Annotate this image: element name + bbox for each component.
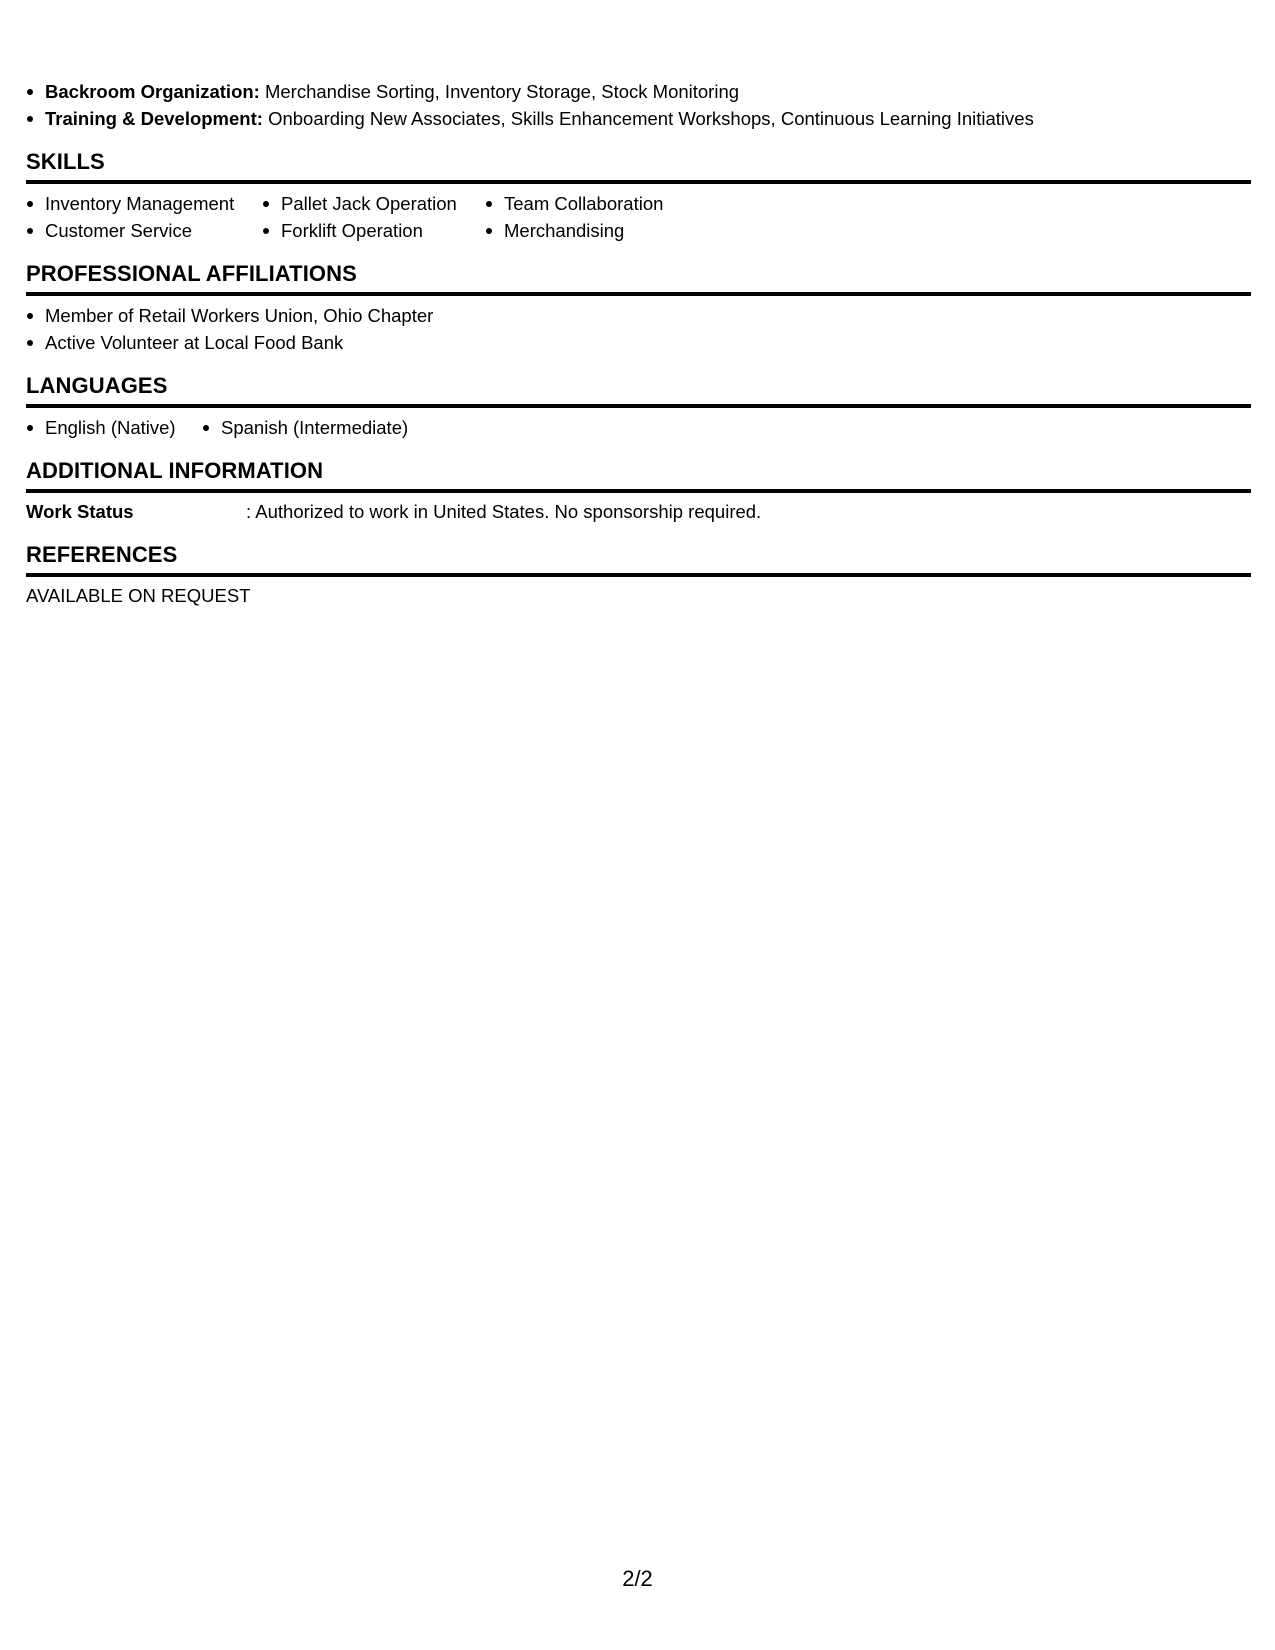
work-status-label: Work Status — [26, 501, 134, 522]
languages-columns — [26, 414, 1251, 441]
list-item: Spanish (Intermediate) — [202, 414, 462, 441]
list-item: Active Volunteer at Local Food Bank — [26, 329, 1251, 356]
section-title: REFERENCES — [26, 542, 1251, 577]
references-section — [26, 542, 1251, 609]
languages-column — [26, 414, 202, 441]
references-text: AVAILABLE ON REQUEST — [26, 585, 251, 606]
work-status-row — [26, 499, 1251, 525]
list-item — [26, 78, 1251, 105]
skills-section — [26, 149, 1251, 244]
list-item: Team Collaboration — [485, 190, 735, 217]
work-status-value: : Authorized to work in United States. No sponsorship required. — [246, 501, 762, 522]
section-title: LANGUAGES — [26, 373, 1251, 408]
item-label: Training & Development: — [45, 108, 263, 129]
list-item: Merchandising — [485, 217, 735, 244]
affiliations-section — [26, 261, 1251, 356]
item-text: Merchandise Sorting, Inventory Storage, Stock Monitoring — [264, 81, 740, 102]
page-number: 2/2 — [622, 1566, 653, 1591]
experience-details-list — [26, 78, 1251, 132]
affiliations-list — [26, 302, 1251, 356]
languages-column — [202, 414, 462, 441]
item-label: Backroom Organization: — [45, 81, 260, 102]
list-item: Member of Retail Workers Union, Ohio Chapter — [26, 302, 1251, 329]
languages-section — [26, 373, 1251, 441]
section-title: ADDITIONAL INFORMATION — [26, 458, 1251, 493]
additional-info-section — [26, 458, 1251, 525]
skills-column — [26, 190, 262, 244]
skills-column — [485, 190, 735, 244]
list-item: Forklift Operation — [262, 217, 485, 244]
list-item: Pallet Jack Operation — [262, 190, 485, 217]
list-item: English (Native) — [26, 414, 202, 441]
section-title: SKILLS — [26, 149, 1251, 184]
skills-columns — [26, 190, 1251, 244]
list-item — [26, 105, 1251, 132]
list-item: Inventory Management — [26, 190, 262, 217]
item-text: Onboarding New Associates, Skills Enhancement Workshops, Continuous Learning Initiatives — [268, 108, 1034, 129]
section-title: PROFESSIONAL AFFILIATIONS — [26, 261, 1251, 296]
skills-column — [262, 190, 485, 244]
list-item: Customer Service — [26, 217, 262, 244]
resume-page — [26, 78, 1251, 609]
